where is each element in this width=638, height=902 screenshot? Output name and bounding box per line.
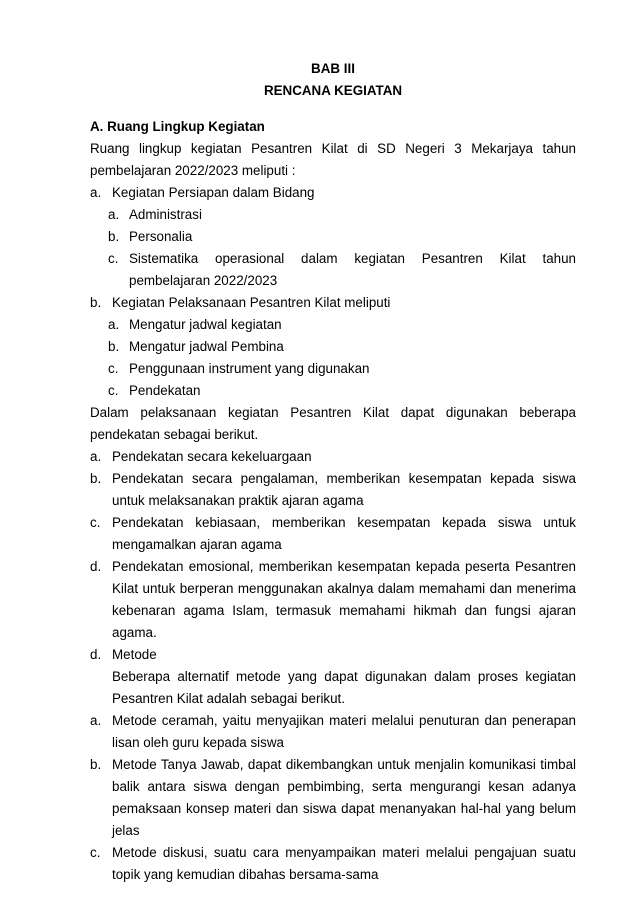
list-item xyxy=(90,556,576,644)
list-text: Mengatur jadwal Pembina xyxy=(129,339,284,354)
approach-intro: Dalam pelaksanaan kegiatan Pesantren Kilat dapat digunakan beberapa pendekatan sebagai berikut. xyxy=(90,405,576,442)
list-marker: b. xyxy=(108,229,120,244)
list-marker: b. xyxy=(90,757,102,772)
list-item xyxy=(90,512,576,556)
section-a-intro: Ruang lingkup kegiatan Pesantren Kilat di SD Negeri 3 Mekarjaya tahun pembelajaran 2022/2023 meliputi : xyxy=(90,141,576,178)
list-marker: d. xyxy=(90,559,102,574)
sub-list-item xyxy=(90,314,576,336)
list-item xyxy=(90,842,576,886)
list-text: Pendekatan emosional, memberikan kesempatan kepada peserta Pesantren Kilat untuk berperan menggunakan akalnya dalam memahami dan menerima kebenaran agama Islam, termasuk memahami hikmah dan fungsi ajaran agama. xyxy=(112,559,576,640)
list-text: Mengatur jadwal kegiatan xyxy=(129,317,282,332)
list-marker: c. xyxy=(108,383,119,398)
list-marker: a. xyxy=(90,185,102,200)
sub-list-item xyxy=(90,226,576,248)
list-text: Pendekatan secara kekeluargaan xyxy=(112,449,312,464)
sub-list-item xyxy=(90,358,576,380)
sub-list-item xyxy=(90,204,576,226)
list-item xyxy=(90,644,576,666)
list-marker: c. xyxy=(90,845,101,860)
list-text: Kegiatan Persiapan dalam Bidang xyxy=(112,185,315,200)
list-item xyxy=(90,182,576,204)
method-intro: Beberapa alternatif metode yang dapat digunakan dalam proses kegiatan Pesantren Kilat adalah sebagai berikut. xyxy=(112,669,576,706)
chapter-heading xyxy=(90,58,576,102)
list-marker: c. xyxy=(90,515,101,530)
list-item xyxy=(90,754,576,842)
list-marker: a. xyxy=(108,317,120,332)
list-text: Penggunaan instrument yang digunakan xyxy=(129,361,370,376)
list-marker: a. xyxy=(90,449,102,464)
list-marker: a. xyxy=(90,713,102,728)
section-a-title: A. Ruang Lingkup Kegiatan xyxy=(90,119,265,134)
list-text: Administrasi xyxy=(129,207,202,222)
sub-list-item xyxy=(90,248,576,292)
list-text: Pendekatan xyxy=(129,383,201,398)
list-text: Metode xyxy=(112,647,157,662)
list-item xyxy=(90,468,576,512)
list-item xyxy=(90,446,576,468)
list-text: Pendekatan secara pengalaman, memberikan kesempatan kepada siswa untuk melaksanakan praktik ajaran agama xyxy=(112,471,576,508)
list-text: Metode ceramah, yaitu menyajikan materi melalui penuturan dan penerapan lisan oleh guru kepada siswa xyxy=(112,713,576,750)
list-marker: c. xyxy=(108,251,119,266)
list-text: Metode diskusi, suatu cara menyampaikan materi melalui pengajuan suatu topik yang kemudian dibahas bersama-sama xyxy=(112,845,576,882)
sub-list-item xyxy=(90,336,576,358)
list-marker: d. xyxy=(90,647,102,662)
list-item xyxy=(90,710,576,754)
list-text: Sistematika operasional dalam kegiatan Pesantren Kilat tahun pembelajaran 2022/2023 xyxy=(129,251,576,288)
list-marker: b. xyxy=(108,339,120,354)
list-marker: c. xyxy=(108,361,119,376)
list-text: Kegiatan Pelaksanaan Pesantren Kilat meliputi xyxy=(112,295,391,310)
chapter-number: BAB III xyxy=(311,61,355,76)
list-text: Pendekatan kebiasaan, memberikan kesempatan kepada siswa untuk mengamalkan ajaran agama xyxy=(112,515,576,552)
chapter-title: RENCANA KEGIATAN xyxy=(263,83,403,98)
list-text: Personalia xyxy=(129,229,193,244)
list-marker: a. xyxy=(108,207,120,222)
list-text: Metode Tanya Jawab, dapat dikembangkan untuk menjalin komunikasi timbal balik antara siswa dengan pembimbing, serta mengurangi kesan adanya pemaksaan konsep materi dan siswa dapat menanyakan hal-hal yang belum jelas xyxy=(112,757,576,838)
list-item xyxy=(90,292,576,314)
list-marker: b. xyxy=(90,471,102,486)
sub-list-item xyxy=(90,380,576,402)
list-marker: b. xyxy=(90,295,102,310)
